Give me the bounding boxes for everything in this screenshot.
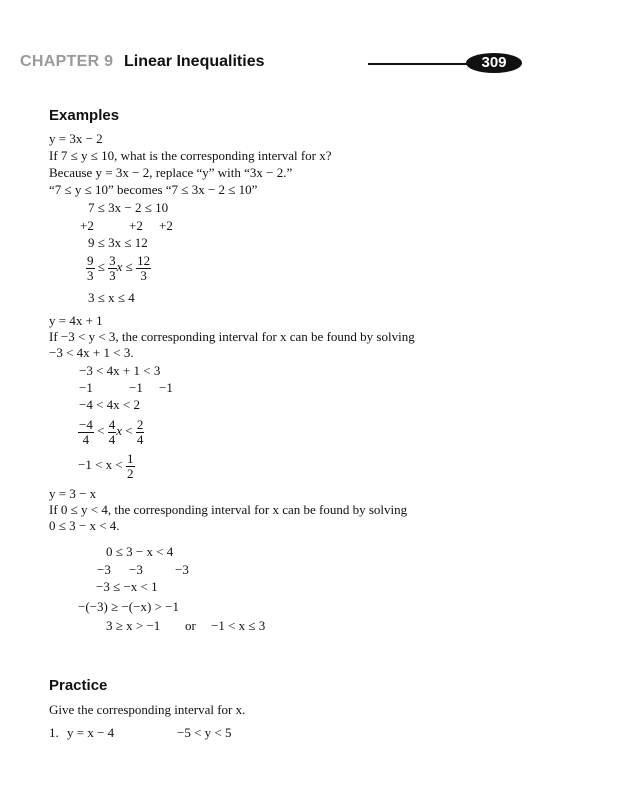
ex1-becomes: “7 ≤ y ≤ 10” becomes “7 ≤ 3x − 2 ≤ 10”: [49, 182, 258, 197]
ex1-because: Because y = 3x − 2, replace “y” with “3x − 2.”: [49, 165, 293, 180]
ex2-step5-frac: [126, 452, 135, 480]
ex2-text1: If −3 < y < 3, the corresponding interval for x can be found by solving: [49, 329, 415, 344]
practice-heading: Practice: [49, 677, 108, 694]
ex3-step3: −3 ≤ −x < 1: [96, 579, 158, 594]
page-number-badge: 309: [466, 53, 522, 73]
ex3-text1: If 0 ≤ y < 4, the corresponding interval for x can be found by solving: [49, 502, 408, 517]
ex1-step2a: +2: [80, 218, 94, 233]
ex2-step3: −4 < 4x < 2: [79, 397, 140, 412]
ex1-frac1: [86, 254, 95, 282]
ex2-frac2: [108, 418, 117, 446]
ex2-step2b: −1: [129, 380, 143, 395]
ex1-step1: 7 ≤ 3x − 2 ≤ 10: [88, 200, 169, 215]
ex1-step5: 3 ≤ x ≤ 4: [88, 290, 135, 305]
practice-item1-equation: y = x − 4: [67, 725, 115, 740]
ex1-frac2: [108, 254, 117, 282]
header-rule: [368, 63, 478, 65]
ex1-frac1-num: 9: [87, 253, 94, 268]
examples-heading: Examples: [49, 107, 120, 124]
ex1-step4: [86, 254, 151, 282]
ex2-step5-num: 1: [127, 451, 134, 466]
ex3-step2b: −3: [129, 562, 143, 577]
ex3-step5c: −1 < x ≤ 3: [211, 618, 266, 633]
ex2-text2: −3 < 4x + 1 < 3.: [49, 345, 134, 360]
ex1-step3: 9 ≤ 3x ≤ 12: [88, 235, 148, 250]
ex1-frac3-den: 3: [140, 267, 147, 283]
ex1-frac2-num: 3: [109, 253, 116, 268]
ex1-step2c: +2: [159, 218, 173, 233]
ex2-step5-lhs: −1 < x <: [78, 457, 123, 473]
ex2-equation: y = 4x + 1: [49, 313, 103, 328]
chapter-title: Linear Inequalities: [124, 53, 265, 70]
ex2-step2c: −1: [159, 380, 173, 395]
ex2-step4: [78, 418, 144, 446]
ex1-step2b: +2: [129, 218, 143, 233]
ex1-question: If 7 ≤ y ≤ 10, what is the corresponding interval for x?: [49, 148, 332, 163]
ex2-frac2-den: 4: [108, 431, 116, 447]
ex2-frac1-num: −4: [79, 417, 93, 432]
ex2-frac2-num: 4: [108, 417, 116, 432]
ex1-equation: y = 3x − 2: [49, 131, 103, 146]
ex2-step5-den: 2: [127, 465, 134, 481]
ex3-step2c: −3: [175, 562, 189, 577]
ex2-step2a: −1: [79, 380, 93, 395]
ex3-step5b: or: [185, 618, 196, 633]
practice-instruction: Give the corresponding interval for x.: [49, 702, 246, 717]
ex1-frac3: [136, 254, 151, 282]
ex2-var: x: [116, 423, 122, 439]
ex3-step1: 0 ≤ 3 − x < 4: [106, 544, 174, 559]
ex2-step1: −3 < 4x + 1 < 3: [79, 363, 161, 378]
ex3-step2a: −3: [97, 562, 111, 577]
ex1-var: x: [116, 259, 123, 275]
ex1-frac1-den: 3: [87, 267, 94, 283]
ex3-text2: 0 ≤ 3 − x < 4.: [49, 518, 120, 533]
ex2-frac3-num: 2: [136, 417, 144, 432]
ex2-frac3: [136, 418, 145, 446]
practice-item1-number: 1.: [49, 725, 59, 740]
chapter-label: CHAPTER 9: [20, 53, 114, 70]
ex2-step5: [78, 452, 135, 480]
ex3-step4: −(−3) ≥ −(−x) > −1: [78, 599, 179, 614]
ex1-frac2-den: 3: [109, 267, 116, 283]
practice-item1-interval: −5 < y < 5: [177, 725, 232, 740]
ex2-frac3-den: 4: [136, 431, 144, 447]
ex2-frac1: [78, 418, 94, 446]
ex1-op1: ≤: [97, 259, 105, 275]
ex2-op2: <: [125, 423, 133, 439]
ex3-step5a: 3 ≥ x > −1: [106, 618, 161, 633]
ex3-equation: y = 3 − x: [49, 486, 97, 501]
ex1-op2: ≤: [125, 259, 133, 275]
ex2-frac1-den: 4: [82, 431, 90, 447]
ex2-op1: <: [97, 423, 105, 439]
ex1-frac3-num: 12: [137, 253, 151, 268]
